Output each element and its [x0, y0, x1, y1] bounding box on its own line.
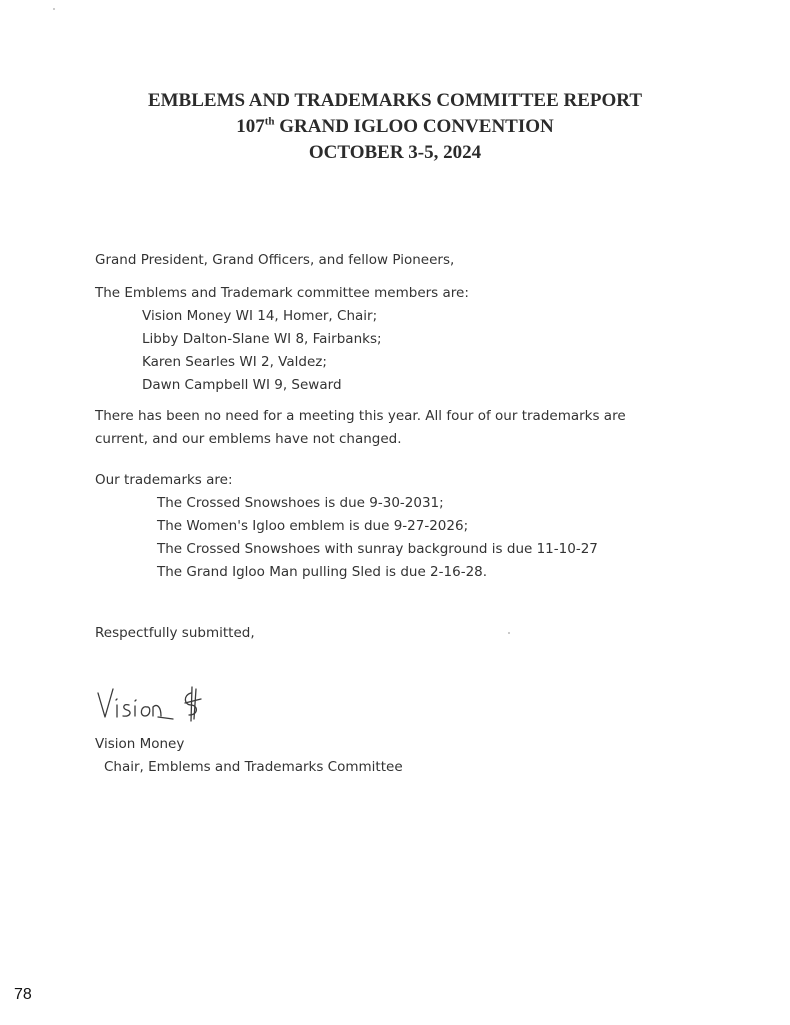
trademark-item: The Women's Igloo emblem is due 9-27-2026;: [157, 518, 469, 534]
member-item: Dawn Campbell WI 9, Seward: [142, 377, 342, 393]
trademarks-intro: Our trademarks are:: [95, 472, 233, 488]
report-body: [95, 249, 735, 645]
report-title: EMBLEMS AND TRADEMARKS COMMITTEE REPORT: [147, 90, 643, 111]
status-paragraph-line: There has been no need for a meeting this year. All four of our trademarks are: [95, 408, 626, 424]
scan-speck: [508, 632, 510, 634]
member-item: Karen Searles WI 2, Valdez;: [142, 354, 327, 370]
trademark-item: The Crossed Snowshoes is due 9-30-2031;: [157, 495, 444, 511]
signer-title: Chair, Emblems and Trademarks Committee: [104, 759, 403, 775]
member-item: Libby Dalton-Slane WI 8, Fairbanks;: [142, 331, 382, 347]
closing: Respectfully submitted,: [95, 625, 255, 641]
convention-dates: OCTOBER 3-5, 2024: [308, 142, 482, 163]
page-number: 78: [14, 986, 32, 1003]
handwritten-signature: [95, 683, 225, 727]
members-intro: The Emblems and Trademark committee members are:: [95, 285, 469, 301]
trademark-item: The Crossed Snowshoes with sunray background is due 11-10-27: [157, 541, 598, 557]
signer-name: Vision Money: [95, 736, 185, 752]
member-item: Vision Money WI 14, Homer, Chair;: [142, 308, 378, 324]
status-paragraph-line: current, and our emblems have not changed.: [95, 431, 402, 447]
signer-block: [95, 733, 403, 779]
scan-speck: [53, 8, 55, 10]
report-header: [0, 88, 790, 166]
salutation: Grand President, Grand Officers, and fellow Pioneers,: [95, 252, 455, 268]
convention-title: 107th GRAND IGLOO CONVENTION: [236, 115, 554, 137]
trademark-item: The Grand Igloo Man pulling Sled is due 2-16-28.: [157, 564, 488, 580]
